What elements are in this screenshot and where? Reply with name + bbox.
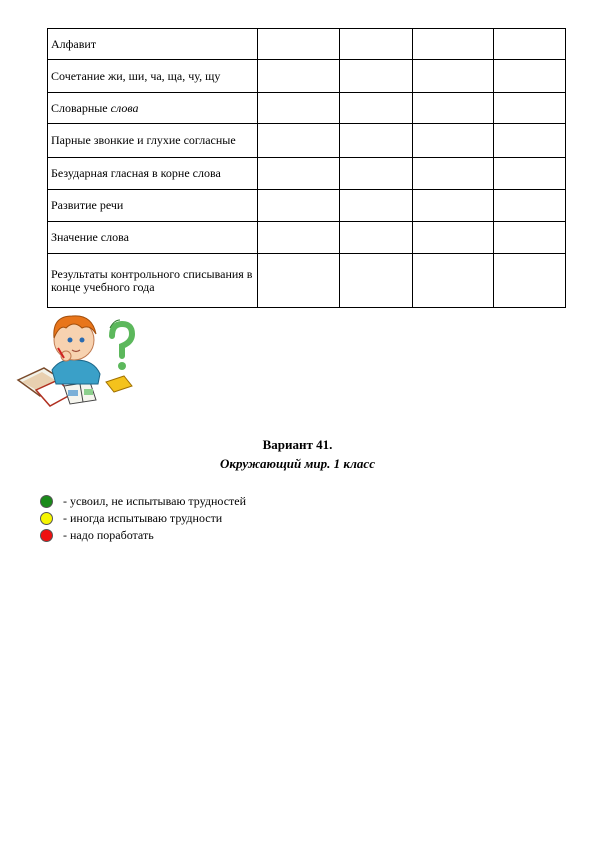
table-cell — [340, 29, 413, 60]
green-dot-icon — [40, 495, 53, 508]
table-row — [48, 190, 566, 222]
row-label-italic: слова — [110, 100, 139, 115]
page-title: Вариант 41. — [262, 437, 333, 452]
legend-item — [40, 493, 246, 509]
legend-item — [40, 510, 222, 526]
table-cell — [340, 222, 413, 254]
row-label: Сочетание жи, ши, ча, ща, чу, щу — [48, 60, 258, 93]
legend-item — [40, 527, 154, 543]
table-cell — [413, 190, 494, 222]
table-cell — [340, 124, 413, 158]
table-cell — [258, 222, 340, 254]
table-cell — [340, 254, 413, 308]
table-cell — [494, 93, 566, 124]
table-cell — [258, 124, 340, 158]
row-label: Значение слова — [48, 222, 258, 254]
row-label — [48, 93, 258, 124]
row-label-text: Словарные — [51, 100, 111, 115]
table-cell — [340, 158, 413, 190]
row-label: Алфавит — [48, 29, 258, 60]
table-cell — [413, 222, 494, 254]
red-dot-icon — [40, 529, 53, 542]
table-row — [48, 222, 566, 254]
table-cell — [413, 254, 494, 308]
table-cell — [258, 60, 340, 93]
table-row — [48, 124, 566, 158]
legend-text: - иногда испытываю трудности — [63, 510, 223, 525]
yellow-dot-icon — [40, 512, 53, 525]
table-cell — [494, 254, 566, 308]
table-cell — [413, 93, 494, 124]
table-row — [48, 29, 566, 60]
table-cell — [413, 60, 494, 93]
row-label: Развитие речи — [48, 190, 258, 222]
table-cell — [258, 158, 340, 190]
table-cell — [494, 60, 566, 93]
table-row — [48, 254, 566, 308]
table-cell — [340, 93, 413, 124]
table-cell — [494, 124, 566, 158]
assessment-table — [47, 28, 566, 308]
table-cell — [413, 124, 494, 158]
legend-text: - надо поработать — [63, 527, 154, 542]
legend-text: - усвоил, не испытываю трудностей — [63, 493, 247, 508]
table-cell — [494, 222, 566, 254]
table-row — [48, 93, 566, 124]
table-cell — [258, 190, 340, 222]
table-cell — [494, 158, 566, 190]
table-cell — [258, 29, 340, 60]
table-cell — [494, 29, 566, 60]
row-label: Безударная гласная в корне слова — [48, 158, 258, 190]
row-label: Результаты контрольного списывания в конце учебного года — [48, 254, 258, 308]
table-cell — [340, 190, 413, 222]
boy-reading-illustration — [14, 308, 142, 412]
table-cell — [258, 93, 340, 124]
table-cell — [413, 158, 494, 190]
table-row — [48, 60, 566, 93]
page-subtitle: Окружающий мир. 1 класс — [220, 456, 375, 471]
table-cell — [340, 60, 413, 93]
table-cell — [494, 190, 566, 222]
table-cell — [413, 29, 494, 60]
table-row — [48, 158, 566, 190]
table-cell — [258, 254, 340, 308]
row-label: Парные звонкие и глухие согласные — [48, 124, 258, 158]
